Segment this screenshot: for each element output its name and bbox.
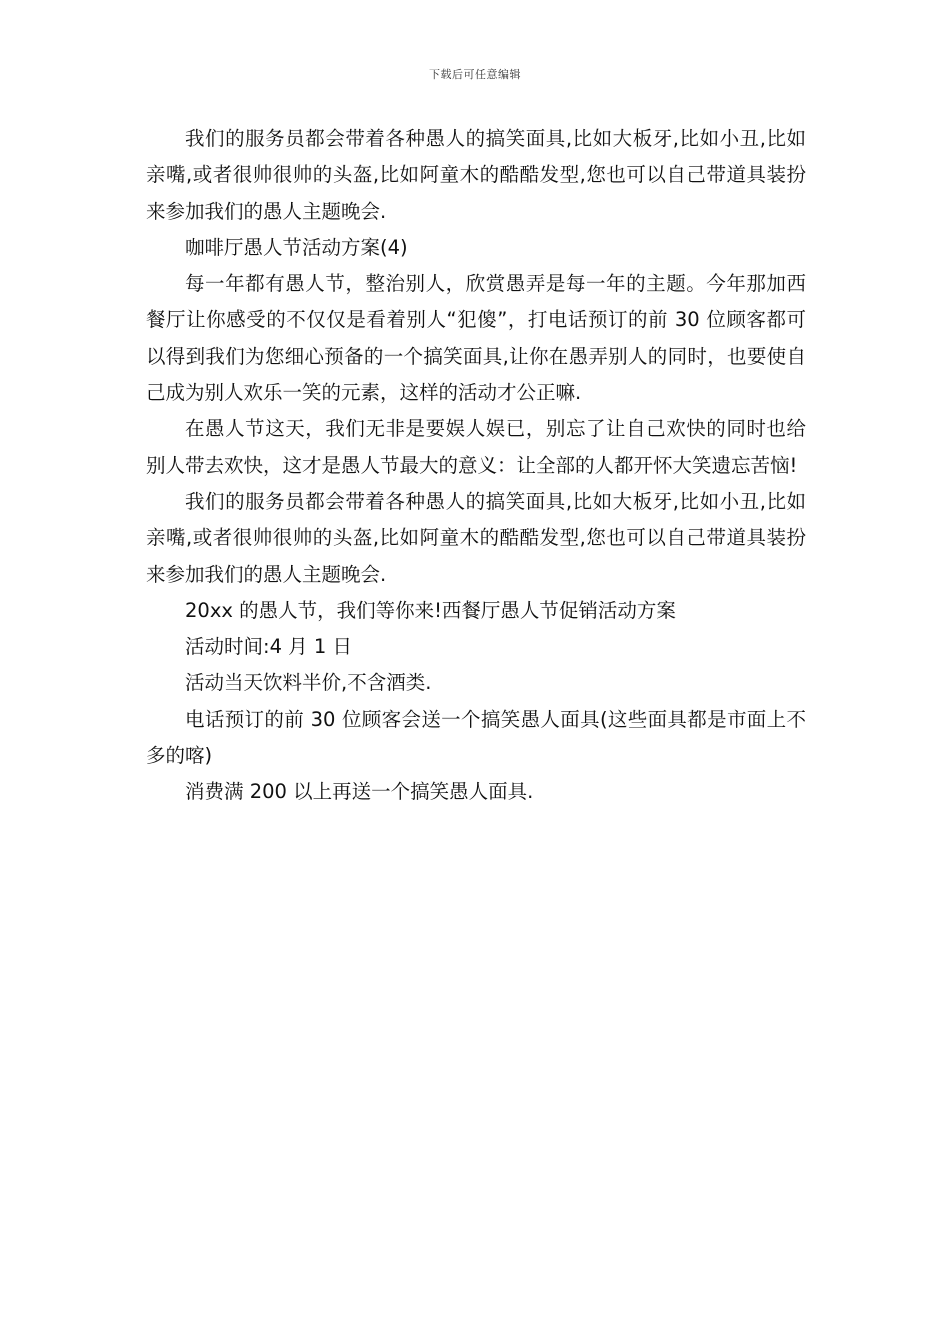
- paragraph-drinks-offer: 活动当天饮料半价,不含酒类.: [185, 671, 432, 695]
- paragraph-event-time: 活动时间:4 月 1 日: [185, 635, 352, 659]
- paragraph-meaning: 在愚人节这天，我们无非是要娱人娱已，别忘了让自己欢快的同时也给别人带去欢快，这才是愚人节最大的意义：让全部的人都开怀大笑遗忘苦恼!: [146, 417, 806, 477]
- paragraph-cafe-plan-title: 咖啡厅愚人节活动方案(4): [185, 235, 408, 259]
- paragraph-mask-description-1: 我们的服务员都会带着各种愚人的搞笑面具,比如大板牙,比如小丑,比如亲嘴,或者很帅很帅的头盔,比如阿童木的酷酷发型,您也可以自己带道具装扮来参加我们的愚人主题晚会.: [146, 127, 806, 223]
- paragraph-phone-booking: 电话预订的前 30 位顾客会送一个搞笑愚人面具(这些面具都是市面上不多的喀): [146, 707, 806, 768]
- page-header: 下载后可任意编辑: [429, 68, 521, 81]
- paragraph-mask-description-2: 我们的服务员都会带着各种愚人的搞笑面具,比如大板牙,比如小丑,比如亲嘴,或者很帅很帅的头盔,比如阿童木的酷酷发型,您也可以自己带道具装扮来参加我们的愚人主题晚会.: [146, 489, 806, 586]
- document-body: [146, 121, 806, 811]
- paragraph-every-year: 每一年都有愚人节，整治别人，欣赏愚弄是每一年的主题。今年那加西餐厅让你感受的不仅仅是看着别人“犯傻”，打电话预订的前 30 位顾客都可以得到我们为您细心预备的一个搞笑面具,让你在愚弄别人的同时，也要使自己成为别人欢乐一笑的元素，这样的活动才公正嘛.: [146, 272, 806, 405]
- paragraph-promo-title: 20xx 的愚人节，我们等你来!西餐厅愚人节促销活动方案: [185, 598, 676, 622]
- paragraph-spend-offer: 消费满 200 以上再送一个搞笑愚人面具.: [185, 780, 534, 804]
